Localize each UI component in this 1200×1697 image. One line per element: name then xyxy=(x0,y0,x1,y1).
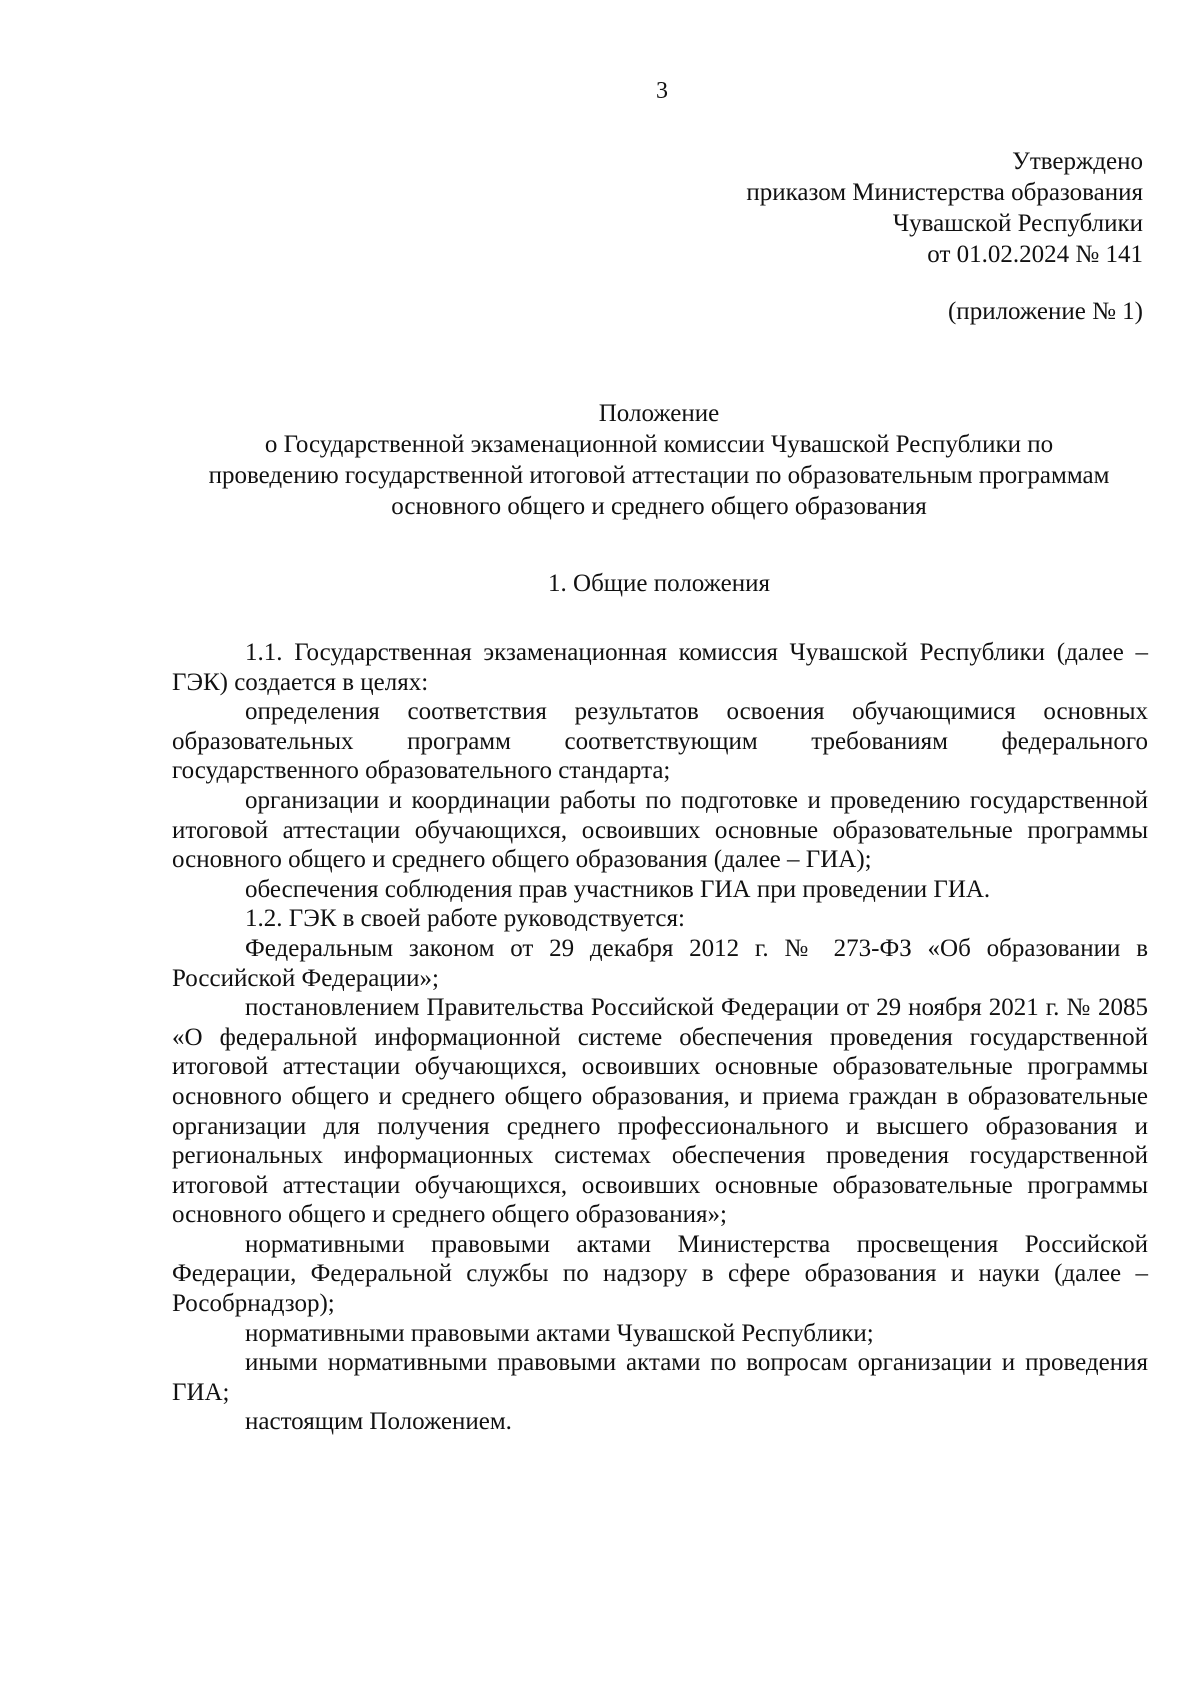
paragraph: организации и координации работы по подготовке и проведению государственной итоговой аттестации обучающихся, освоивших основные образовательные программы основного общего и среднего общего образования (далее – ГИА); xyxy=(172,786,1148,874)
approval-stamp xyxy=(746,146,1143,270)
paragraph: обеспечения соблюдения прав участников ГИА при проведении ГИА. xyxy=(245,875,991,903)
paragraph: постановлением Правительства Российской Федерации от 29 ноября 2021 г. № 2085 «О федеральной информационной системе обеспечения проведения государственной итоговой аттестации обучающихся, освоивших основные образовательные программы основного общего и среднего общего образования, и приема граждан в образовательные организации для получения среднего профессионального и высшего образования и региональных информационных системах обеспечения проведения государственной итоговой аттестации обучающихся, освоивших основные образовательные программы основного общего и среднего общего образования»; xyxy=(172,994,1148,1229)
approval-line: Утверждено xyxy=(1012,148,1143,175)
title-line: проведению государственной итоговой аттестации по образовательным программам xyxy=(208,462,1110,489)
paragraph: настоящим Положением. xyxy=(245,1408,512,1436)
paragraph: 1.1. Государственная экзаменационная комиссия Чувашской Республики (далее – ГЭК) создается в целях: xyxy=(172,639,1148,696)
paragraph: иными нормативными правовыми актами по вопросам организации и проведения ГИА; xyxy=(172,1349,1148,1406)
paragraph: 1.2. ГЭК в своей работе руководствуется: xyxy=(245,905,685,933)
appendix-label: (приложение № 1) xyxy=(947,298,1143,325)
page-number: 3 xyxy=(656,78,668,104)
document-title xyxy=(170,398,1148,522)
approval-line: Чувашской Республики xyxy=(892,210,1143,237)
approval-line: приказом Министерства образования xyxy=(746,179,1143,206)
paragraph: Федеральным законом от 29 декабря 2012 г. № 273-ФЗ «Об образовании в Российской Федерации»; xyxy=(172,934,1148,992)
paragraph: нормативными правовыми актами Министерства просвещения Российской Федерации, Федеральной службы по надзору в сфере образования и науки (далее – Рособрнадзор); xyxy=(172,1230,1148,1318)
title-line: Положение xyxy=(598,400,720,427)
title-line: о Государственной экзаменационной комиссии Чувашской Республики по xyxy=(264,431,1054,458)
title-line: основного общего и среднего общего образования xyxy=(391,493,927,520)
section-heading: 1. Общие положения xyxy=(548,570,770,597)
paragraph: нормативными правовыми актами Чувашской Республики; xyxy=(245,1319,874,1347)
approval-line: от 01.02.2024 № 141 xyxy=(927,241,1143,268)
paragraph: определения соответствия результатов освоения обучающимися основных образовательных программ соответствующим требованиям федерального государственного образовательного стандарта; xyxy=(172,698,1148,785)
document-body xyxy=(172,638,1148,1437)
